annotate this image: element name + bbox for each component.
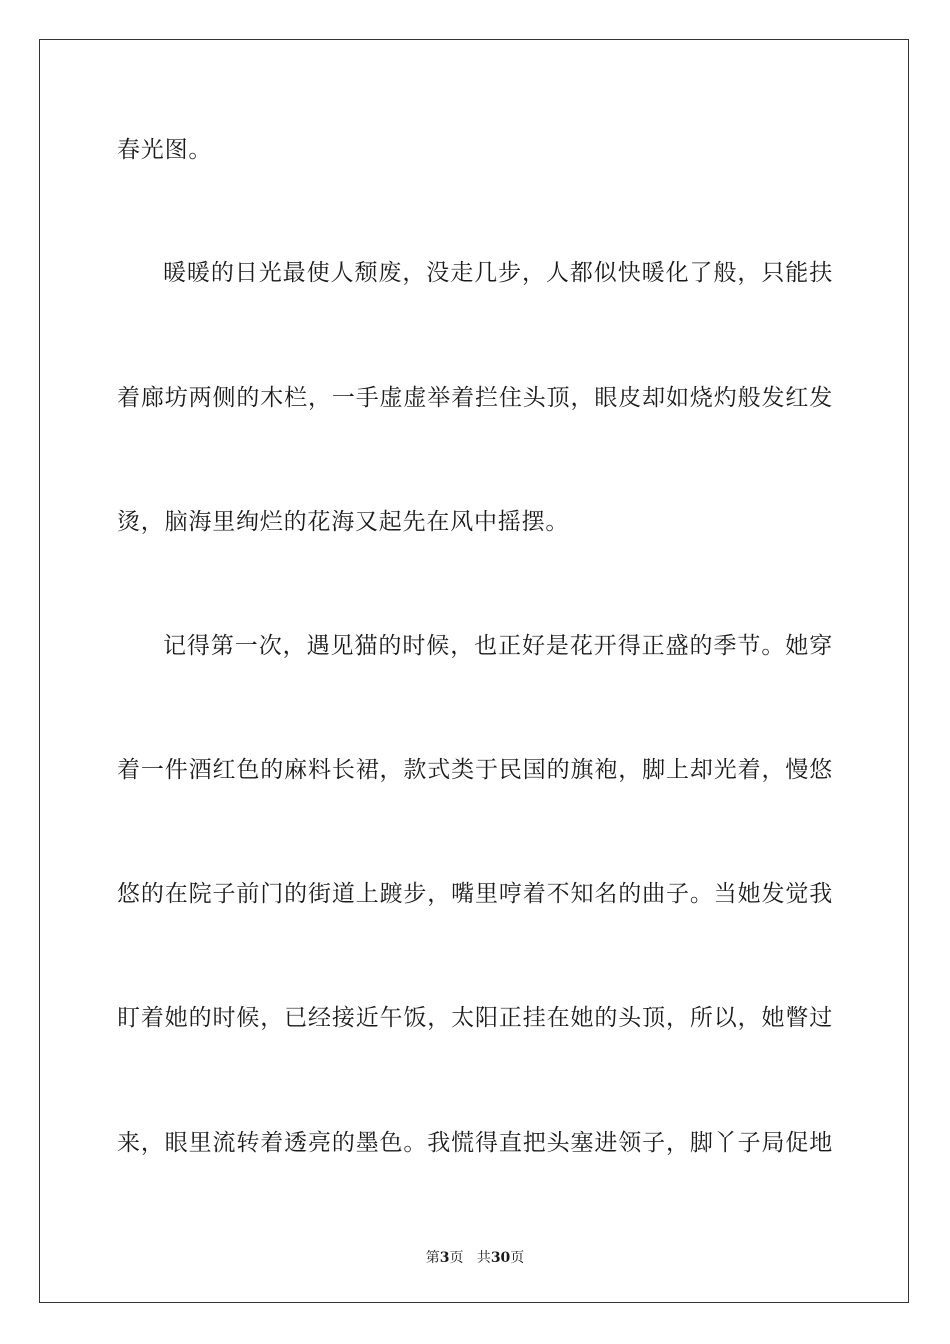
text-line-1: 春光图。 (117, 137, 213, 163)
total-suffix: 页 (510, 1250, 525, 1266)
text-line-2: 暖暖的日光最使人颓废，没走几步，人都似快暖化了般，只能扶 (163, 260, 833, 286)
total-pages: 30 (490, 1250, 511, 1266)
text-line-9: 来，眼里流转着透亮的墨色。我慌得直把头塞进领子，脚丫子局促地 (117, 1130, 833, 1156)
page-number: 3 (439, 1250, 450, 1266)
text-line-8: 盯着她的时候，已经接近午饭，太阳正挂在她的头顶，所以，她瞥过 (117, 1005, 833, 1031)
page-suffix: 页 (449, 1250, 464, 1266)
total-prefix: 共 (476, 1250, 491, 1266)
text-line-3: 着廊坊两侧的木栏，一手虚虚举着拦住头顶，眼皮却如烧灼般发红发 (117, 385, 833, 411)
text-line-4: 烫，脑海里绚烂的花海又起先在风中摇摆。 (117, 509, 570, 535)
text-line-6: 着一件酒红色的麻料长裙，款式类于民国的旗袍，脚上却光着，慢悠 (117, 757, 833, 783)
text-line-7: 悠的在院子前门的街道上踱步，嘴里哼着不知名的曲子。当她发觉我 (117, 881, 833, 907)
page-border (39, 39, 909, 1303)
text-line-5: 记得第一次，遇见猫的时候，也正好是花开得正盛的季节。她穿 (163, 633, 833, 659)
page-prefix: 第 (425, 1250, 440, 1266)
page-footer (0, 1249, 950, 1267)
